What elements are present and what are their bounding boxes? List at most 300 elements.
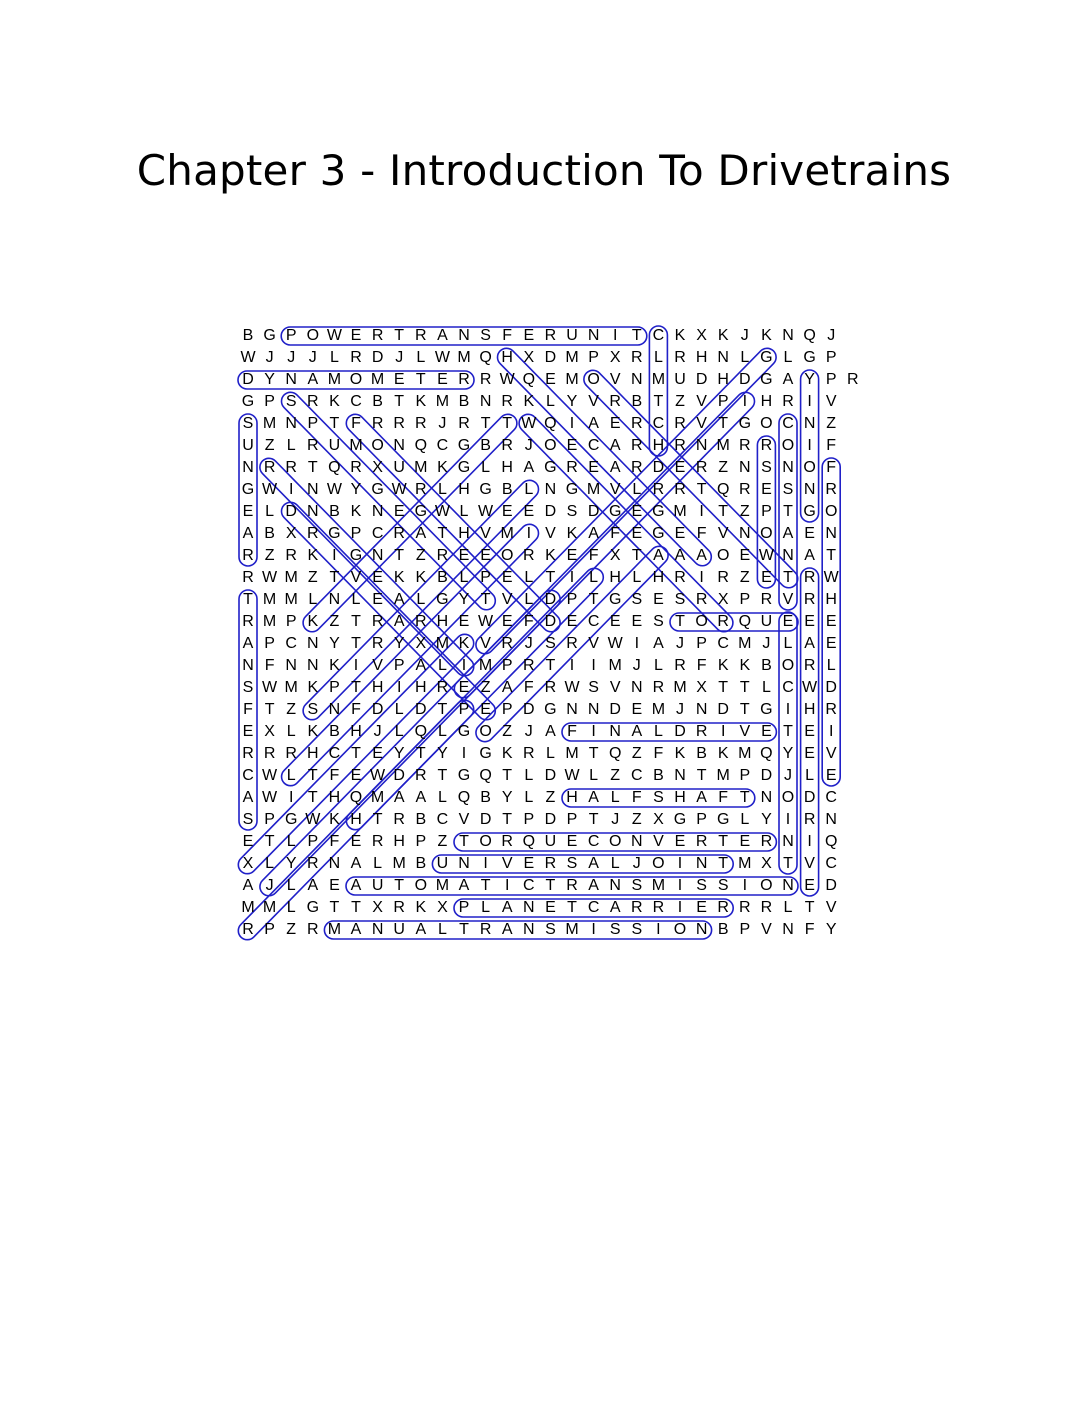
grid-letter: L [265,503,275,521]
grid-letter: Z [826,415,837,433]
grid-letter: Z [610,767,621,785]
grid-letter: R [393,899,405,917]
grid-letter: R [242,613,254,631]
grid-letter: F [804,921,815,939]
grid-letter: B [458,393,470,411]
grid-letter: E [372,591,383,609]
grid-letter: E [501,569,513,587]
grid-letter: Z [307,569,318,587]
grid-letter: T [588,745,599,763]
grid-letter: Y [393,635,405,653]
grid-letter: X [285,525,297,543]
grid-letter: L [459,503,469,521]
grid-letter: S [674,591,686,609]
grid-letter: Z [502,723,513,741]
grid-row [243,789,837,806]
grid-letter: B [242,327,254,345]
grid-letter: R [674,415,686,433]
word-loop [256,587,564,900]
grid-letter: M [673,503,687,521]
grid-letter: C [587,613,600,631]
grid-letter: B [415,811,427,829]
grid-letter: O [760,877,773,895]
grid-letter: V [825,899,837,917]
grid-letter: A [242,877,254,895]
grid-letter: X [761,855,772,873]
grid-letter: Q [716,481,730,499]
grid-letter: E [653,591,664,609]
grid-letter: D [544,349,557,367]
grid-letter: I [461,745,467,763]
grid-letter: H [695,349,708,367]
grid-letter: C [350,393,362,411]
grid-letter: H [458,481,470,499]
grid-letter: E [523,855,535,873]
grid-letter: R [371,833,384,851]
grid-letter: V [588,393,599,411]
grid-letter: R [760,437,773,455]
grid-letter: V [609,481,621,499]
grid-letter: W [758,547,774,565]
grid-letter: O [587,371,600,389]
grid-letter: Y [393,745,405,763]
grid-letter: R [501,833,513,851]
grid-letter: S [566,503,578,521]
word-loop [451,389,759,702]
grid-letter: K [545,547,556,565]
grid-letter: L [437,481,447,499]
grid-letter: T [329,569,340,587]
grid-letter: T [783,855,793,873]
grid-letter: Q [738,613,752,631]
grid-letter: B [717,921,729,939]
grid-letter: R [825,701,837,719]
grid-letter: A [696,547,707,565]
grid-letter: T [718,855,729,873]
grid-letter: E [696,899,707,917]
word-loop [432,855,733,873]
grid-letter: W [262,767,278,785]
grid-letter: G [414,503,428,521]
grid-letter: N [760,789,773,807]
grid-letter: L [524,481,534,499]
grid-letter: L [610,855,620,873]
grid-letter: M [565,921,579,939]
grid-letter: A [307,371,319,389]
grid-letter: N [609,877,621,895]
grid-letter: D [371,701,384,719]
grid-letter: N [782,327,794,345]
grid-letter: R [739,899,751,917]
grid-letter: E [825,613,837,631]
grid-letter: I [807,833,812,851]
grid-letter: J [827,327,836,345]
grid-letter: I [742,393,748,411]
grid-letter: A [804,547,815,565]
grid-letter: C [825,789,837,807]
grid-letter: D [717,701,729,719]
grid-letter: N [825,811,837,829]
grid-letter: L [437,789,447,807]
grid-letter: C [523,877,535,895]
grid-row [242,459,836,476]
grid-letter: K [458,635,470,653]
grid-letter: F [351,701,361,719]
grid-letter: O [803,459,816,477]
grid-letter: O [500,547,514,565]
grid-letter: W [564,679,580,697]
grid-letter: U [760,613,773,631]
grid-letter: E [609,613,621,631]
grid-letter: D [479,811,492,829]
grid-letter: Z [480,679,491,697]
grid-letter: H [415,679,427,697]
grid-letter: N [307,503,319,521]
grid-letter: A [415,921,427,939]
grid-letter: I [634,635,640,653]
grid-row [242,393,837,410]
grid-letter: L [826,657,836,675]
grid-letter: D [674,723,686,741]
grid-letter: Y [501,789,513,807]
grid-letter: R [415,415,427,433]
grid-letter: Z [329,613,340,631]
grid-letter: F [631,789,642,807]
grid-letter: M [327,371,342,389]
grid-letter: U [371,877,384,895]
grid-letter: E [523,327,535,345]
grid-letter: I [504,877,510,895]
grid-row [243,635,837,652]
word-loop [472,345,780,658]
grid-letter: B [437,569,448,587]
grid-letter: R [739,481,751,499]
grid-letter: W [607,635,623,653]
grid-letter: R [415,767,427,785]
grid-letter: S [631,877,643,895]
grid-letter: A [588,525,599,543]
grid-letter: R [760,833,773,851]
grid-letter: A [350,877,362,895]
grid-letter: M [478,657,493,675]
grid-letter: P [393,657,405,675]
grid-row [242,767,836,784]
grid-letter: G [371,481,384,499]
grid-letter: U [544,833,557,851]
grid-letter: H [674,789,686,807]
grid-letter: P [415,833,427,851]
grid-letter: R [371,635,384,653]
grid-letter: I [353,657,359,675]
grid-letter: N [285,657,297,675]
grid-letter: F [523,679,534,697]
grid-row [242,371,858,388]
grid-letter: R [371,415,384,433]
grid-letter: S [307,701,319,719]
grid-letter: J [395,349,404,367]
grid-letter: A [393,613,405,631]
grid-letter: M [651,371,666,389]
grid-letter: A [350,921,362,939]
grid-letter: D [544,503,557,521]
grid-letter: I [591,657,596,675]
grid-letter: Z [415,547,426,565]
grid-letter: O [781,657,795,675]
grid-letter: I [483,855,488,873]
grid-letter: W [262,569,278,587]
grid-letter: R [285,547,297,565]
grid-letter: F [653,745,664,763]
grid-letter: P [761,503,772,521]
grid-letter: Y [350,481,362,499]
grid-letter: C [436,437,449,455]
grid-letter: K [717,657,729,675]
grid-letter: K [307,723,319,741]
grid-letter: A [437,327,448,345]
grid-letter: T [480,877,491,895]
grid-letter: T [307,767,318,785]
grid-letter: N [328,591,341,609]
grid-letter: B [501,481,513,499]
grid-letter: U [674,371,686,389]
grid-letter: I [569,569,575,587]
grid-letter: S [566,855,578,873]
grid-letter: E [501,613,513,631]
grid-letter: U [393,459,405,477]
grid-letter: N [631,371,643,389]
grid-letter: P [825,349,837,367]
grid-letter: O [716,547,730,565]
grid-letter: E [739,833,751,851]
grid-letter: E [242,723,254,741]
grid-letter: E [458,547,470,565]
grid-letter: L [805,767,815,785]
grid-letter: C [652,327,665,345]
grid-letter: A [458,877,470,895]
grid-letter: X [696,327,707,345]
grid-letter: M [284,591,298,609]
grid-letter: A [393,591,405,609]
grid-letter: R [263,459,276,477]
grid-letter: J [524,635,533,653]
grid-letter: M [414,459,428,477]
grid-letter: E [804,525,815,543]
grid-letter: E [674,525,686,543]
grid-letter: I [569,657,575,675]
grid-letter: Y [566,393,578,411]
grid-letter: E [458,613,470,631]
grid-letter: T [351,745,361,763]
grid-letter: W [370,767,386,785]
grid-letter: H [825,591,837,609]
grid-letter: W [802,679,818,697]
grid-letter: C [587,833,600,851]
grid-letter: G [565,481,579,499]
grid-letter: A [804,635,815,653]
grid-letter: H [760,393,773,411]
grid-letter: A [696,789,707,807]
grid-letter: P [588,349,599,367]
grid-letter: E [804,723,815,741]
grid-letter: L [265,855,275,873]
grid-letter: N [587,701,600,719]
grid-letter: T [415,371,426,389]
grid-letter: D [803,789,816,807]
grid-letter: R [825,481,837,499]
grid-letter: R [242,921,254,939]
grid-letter: L [632,569,642,587]
grid-row [243,701,837,718]
grid-letter: A [501,899,513,917]
grid-letter: W [240,349,256,367]
grid-letter: E [631,525,643,543]
grid-letter: V [458,811,470,829]
grid-letter: K [761,327,772,345]
grid-letter: E [804,877,815,895]
grid-letter: A [609,437,621,455]
grid-letter: K [523,393,535,411]
grid-letter: P [264,811,275,829]
grid-letter: L [416,591,426,609]
grid-letter: N [631,833,643,851]
grid-row [243,679,837,696]
grid-letter: F [329,767,340,785]
grid-letter: R [544,679,557,697]
grid-row [242,745,837,762]
grid-letter: Q [414,723,428,741]
grid-letter: G [457,459,471,477]
grid-letter: A [782,525,794,543]
grid-letter: C [587,899,600,917]
grid-letter: N [739,525,751,543]
grid-letter: M [327,921,342,939]
grid-letter: R [307,525,319,543]
grid-letter: L [437,723,447,741]
grid-letter: Z [718,459,729,477]
grid-letter: N [371,921,384,939]
grid-letter: I [677,899,683,917]
grid-letter: Z [264,437,275,455]
grid-letter: V [588,635,599,653]
grid-letter: P [566,591,578,609]
grid-letter: O [695,613,708,631]
grid-letter: G [760,701,773,719]
grid-letter: D [523,701,535,719]
grid-letter: P [739,591,751,609]
grid-letter: L [524,591,534,609]
grid-letter: A [501,921,513,939]
grid-letter: R [307,855,319,873]
grid-letter: V [825,393,837,411]
grid-letter: R [760,591,773,609]
grid-letter: Q [328,459,341,477]
grid-letter: N [587,327,600,345]
grid-letter: P [285,327,297,345]
grid-letter: B [480,437,491,455]
grid-letter: M [435,393,450,411]
grid-letter: A [415,525,427,543]
grid-letter: D [544,811,557,829]
grid-letter: J [784,767,792,785]
grid-letter: H [307,745,319,763]
grid-letter: X [653,811,664,829]
grid-letter: R [523,547,535,565]
grid-letter: R [242,745,254,763]
grid-letter: T [351,899,361,917]
grid-letter: G [457,437,471,455]
grid-letter: Q [414,437,428,455]
grid-letter: V [501,591,513,609]
grid-letter: H [609,569,621,587]
grid-letter: L [437,921,447,939]
grid-letter: R [285,459,297,477]
grid-letter: D [544,613,557,631]
grid-letter: T [394,327,405,345]
grid-letter: F [588,547,599,565]
grid-letter: Q [824,833,838,851]
grid-letter: I [742,877,748,895]
grid-letter: R [307,393,319,411]
grid-letter: T [718,679,729,697]
grid-letter: R [479,371,492,389]
grid-letter: E [609,415,621,433]
grid-letter: T [826,547,837,565]
grid-letter: D [242,371,254,389]
grid-letter: M [370,371,385,389]
grid-letter: U [393,921,405,939]
grid-letter: F [567,723,577,741]
grid-letter: V [350,569,362,587]
grid-letter: N [695,701,708,719]
grid-letter: N [285,371,297,389]
grid-letter: V [609,371,621,389]
grid-letter: L [481,899,491,917]
grid-letter: E [631,701,643,719]
grid-letter: T [588,591,599,609]
grid-letter: S [480,327,491,345]
grid-letter: P [458,899,470,917]
grid-letter: F [502,327,513,345]
grid-letter: E [782,613,794,631]
grid-letter: L [524,789,534,807]
grid-letter: X [609,547,621,565]
grid-letter: S [588,679,599,697]
grid-letter: R [609,393,621,411]
grid-letter: R [544,855,557,873]
grid-letter: A [588,415,599,433]
grid-letter: E [545,371,556,389]
grid-letter: I [332,547,337,565]
grid-letter: H [436,613,449,631]
grid-letter: O [479,723,492,741]
grid-letter: I [591,723,596,741]
grid-letter: O [760,415,773,433]
grid-letter: E [480,547,491,565]
grid-letter: S [631,921,643,939]
grid-letter: O [824,503,838,521]
grid-letter: R [695,723,708,741]
grid-letter: O [371,437,384,455]
grid-letter: A [631,723,643,741]
grid-letter: W [434,349,450,367]
grid-letter: K [566,525,578,543]
grid-letter: T [329,899,340,917]
grid-letter: V [480,525,491,543]
grid-letter: M [262,613,277,631]
grid-letter: R [631,349,643,367]
grid-letter: Q [349,789,363,807]
grid-letter: C [371,525,384,543]
